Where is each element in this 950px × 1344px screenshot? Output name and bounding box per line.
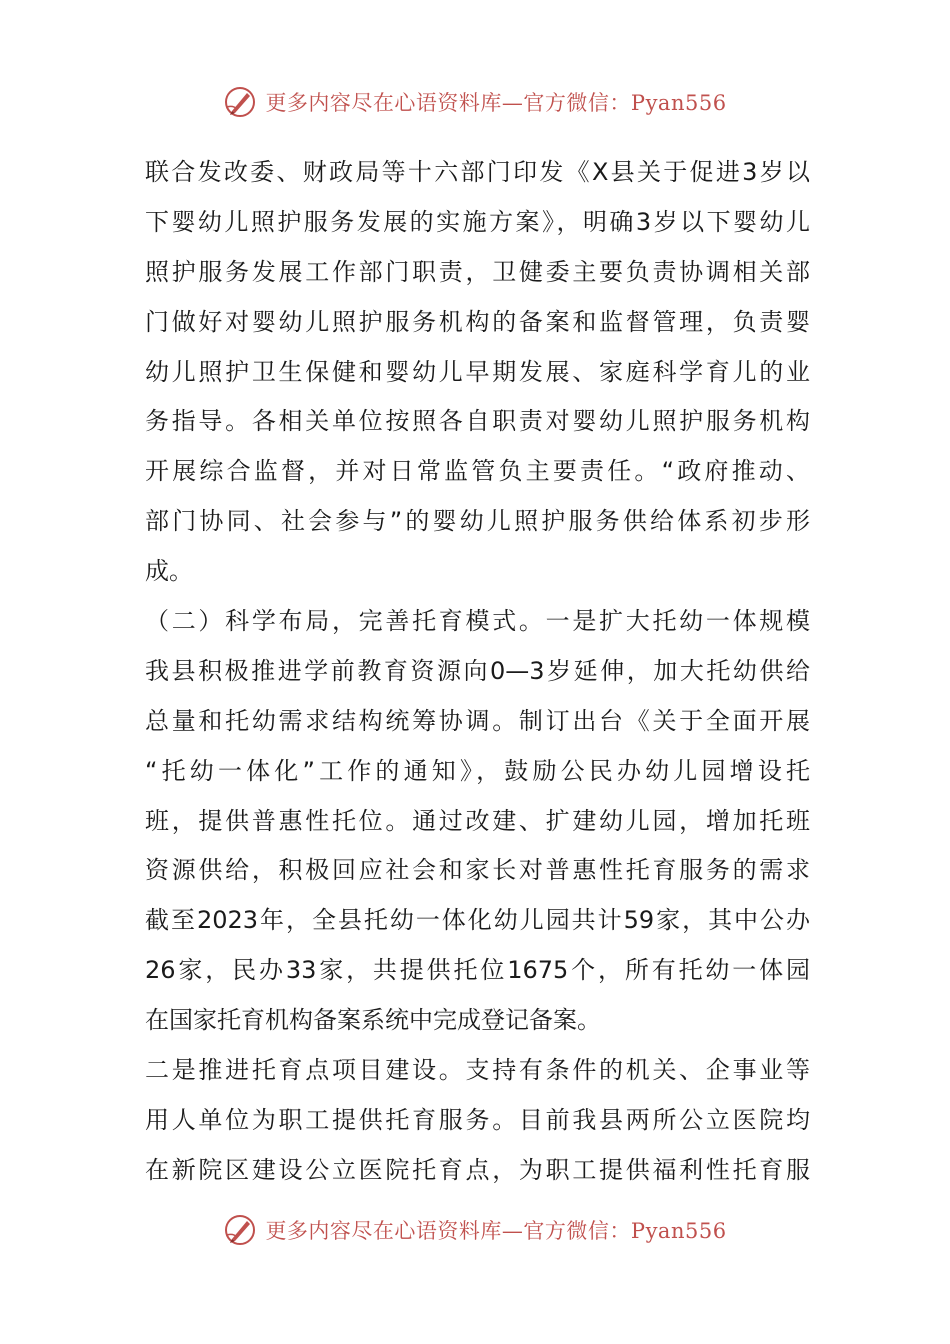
text-line: 二是推进托育点项目建设。支持有条件的机关、企事业等: [145, 1056, 810, 1085]
text-line: 在国家托育机构备案系统中完成登记备案。: [145, 1006, 601, 1035]
text-line: 联合发改委、财政局等十六部门印发《X县关于促进3岁以: [145, 158, 810, 186]
text-line: 下婴幼儿照护服务发展的实施方案》，明确3岁以下婴幼儿: [145, 207, 810, 236]
text-line: 门做好对婴幼儿照护服务机构的备案和监督管理，负责婴: [145, 307, 810, 336]
text-line: 截至2023年，全县托幼一体化幼儿园共计59家，其中公办: [145, 906, 810, 935]
text-line: 班，提供普惠性托位。通过改建、扩建幼儿园，增加托班: [145, 806, 810, 835]
header-banner-text: 更多内容尽在心语资料库—官方微信：Pyan556: [265, 91, 727, 115]
text-line: 开展综合监督，并对日常监管负主要责任。“政府推动、: [145, 457, 810, 486]
document-body: [145, 148, 810, 1196]
footer-banner: [0, 1208, 950, 1252]
header-banner: [0, 80, 950, 124]
text-line: 在新院区建设公立医院托育点，为职工提供福利性托育服: [145, 1155, 810, 1184]
text-line: 资源供给，积极回应社会和家长对普惠性托育服务的需求: [145, 856, 810, 885]
text-line: 务指导。各相关单位按照各自职责对婴幼儿照护服务机构: [145, 407, 810, 436]
text-line: 部门协同、社会参与”的婴幼儿照护服务供给体系初步形: [145, 507, 810, 536]
footer-banner-text: 更多内容尽在心语资料库—官方微信：Pyan556: [265, 1219, 727, 1243]
pen-logo-icon: [223, 85, 257, 119]
pen-logo-icon: [223, 1213, 257, 1247]
text-line: 用人单位为职工提供托育服务。目前我县两所公立医院均: [145, 1105, 810, 1134]
text-line: 照护服务发展工作部门职责，卫健委主要负责协调相关部: [145, 257, 810, 286]
text-line: 总量和托幼需求结构统筹协调。制订出台《关于全面开展: [145, 706, 810, 735]
text-line: 26家，民办33家，共提供托位1675个，所有托幼一体园: [145, 956, 810, 985]
text-line: 幼儿照护卫生保健和婴幼儿早期发展、家庭科学育儿的业: [145, 357, 810, 386]
text-line: 成。: [145, 557, 193, 586]
text-line: “托幼一体化”工作的通知》，鼓励公民办幼儿园增设托: [145, 756, 810, 785]
text-line: 我县积极推进学前教育资源向0—3岁延伸，加大托幼供给: [145, 656, 810, 685]
text-line: （二）科学布局，完善托育模式。一是扩大托幼一体规模: [145, 607, 810, 636]
